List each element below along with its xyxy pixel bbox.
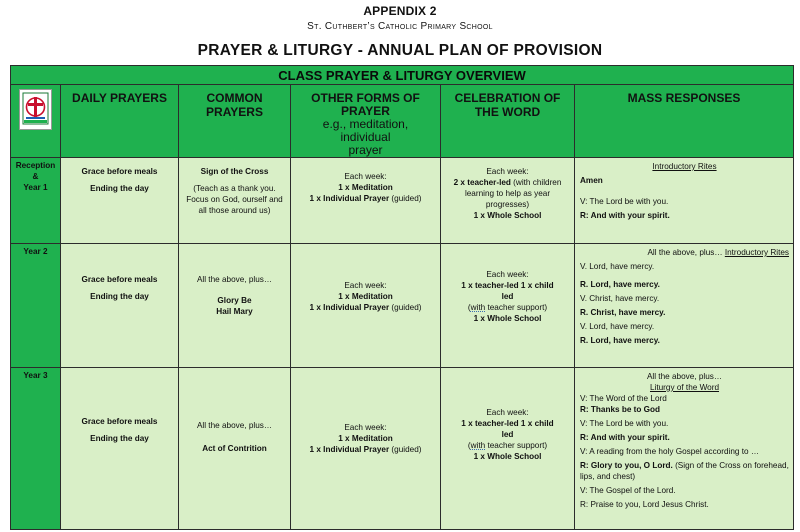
other-item: 1 x Meditation (338, 183, 393, 192)
other-head: Each week: (344, 172, 387, 181)
cross-crest-icon (21, 91, 50, 128)
cele-item: 1 x teacher-led 1 x child led (461, 419, 554, 439)
mass-line: V: The Word of the Lord (580, 394, 667, 403)
document-title: PRAYER & LITURGY - ANNUAL PLAN OF PROVISION (197, 42, 603, 59)
row-year3 (11, 368, 794, 530)
mass-line: V: The Gospel of the Lord. (580, 486, 676, 495)
common-note: (Teach as a thank you. Focus on God, ourself and all those around us) (186, 184, 283, 215)
mass-responses-cell (575, 244, 794, 368)
common-prayers-cell (179, 244, 291, 368)
mass-line: V. Christ, have mercy. (580, 294, 660, 303)
common-item: Sign of the Cross (200, 167, 269, 176)
other-item: 1 x Individual Prayer (guided) (309, 194, 422, 203)
col-other-forms-sub2: individual (340, 130, 391, 144)
mass-line: R. Lord, have mercy. (580, 280, 660, 289)
year-label: Year 2 (11, 244, 61, 368)
mass-line: R: Thanks be to God (580, 405, 661, 414)
cele-head: Each week: (486, 270, 529, 279)
school-logo (19, 89, 52, 130)
logo-cell (11, 85, 61, 158)
year-label (11, 158, 61, 244)
col-other-forms-sub1: e.g., meditation, (322, 117, 409, 131)
daily-prayers-cell (61, 158, 179, 244)
mass-line: R: Praise to you, Lord Jesus Christ. (580, 500, 709, 509)
cele-item: 1 x Whole School (473, 314, 542, 323)
daily-item: Grace before meals (81, 275, 158, 284)
common-item: Glory Be (217, 296, 252, 305)
mass-responses-cell (575, 158, 794, 244)
daily-item: Grace before meals (81, 167, 158, 176)
col-other-forms-sub3: prayer (348, 143, 383, 157)
daily-item: Ending the day (90, 292, 149, 301)
other-item: 1 x Meditation (338, 292, 393, 301)
mass-line: Amen (580, 176, 603, 185)
other-head: Each week: (344, 423, 387, 432)
cele-item: (with teacher support) (467, 303, 548, 312)
mass-intro-line: All the above, plus… Introductory Rites (647, 248, 789, 257)
col-common-prayers: COMMON PRAYERS (179, 85, 291, 158)
cele-item: (with teacher support) (467, 441, 548, 450)
other-item: 1 x Meditation (338, 434, 393, 443)
daily-item: Ending the day (90, 184, 149, 193)
other-item: 1 x Individual Prayer (guided) (309, 445, 422, 454)
mass-line: R: Glory to you, O Lord. (Sign of the Cross on forehead, lips, and chest) (580, 461, 789, 481)
cele-item: 1 x Whole School (473, 452, 542, 461)
common-item: Act of Contrition (202, 444, 267, 453)
cele-head: Each week: (486, 167, 529, 176)
row-reception-year1 (11, 158, 794, 244)
col-mass-responses: MASS RESPONSES (575, 85, 794, 158)
year-label: Year 3 (11, 368, 61, 530)
other-forms-cell (291, 244, 441, 368)
row-year2 (11, 244, 794, 368)
year-line: & (32, 172, 39, 181)
col-daily-prayers: DAILY PRAYERS (61, 85, 179, 158)
mass-responses-cell (575, 368, 794, 530)
daily-item: Ending the day (90, 434, 149, 443)
mass-line: R: And with your spirit. (580, 211, 670, 220)
other-forms-cell (291, 368, 441, 530)
school-name: St. Cuthbert’s Catholic Primary School (307, 21, 493, 32)
daily-item: Grace before meals (81, 417, 158, 426)
col-celebration: CELEBRATION OF THE WORD (441, 85, 575, 158)
overview-heading: CLASS PRAYER & LITURGY OVERVIEW (11, 66, 794, 85)
mass-line: V. Lord, have mercy. (580, 262, 655, 271)
common-prayers-cell (179, 158, 291, 244)
mass-line: R: And with your spirit. (580, 433, 670, 442)
col-other-forms (291, 85, 441, 158)
celebration-cell (441, 368, 575, 530)
mass-heading: Introductory Rites (652, 162, 717, 171)
other-item: 1 x Individual Prayer (guided) (309, 303, 422, 312)
other-head: Each week: (344, 281, 387, 290)
common-intro: All the above, plus… (196, 275, 273, 284)
mass-line: V: The Lord be with you. (580, 197, 669, 206)
year-line: Reception (15, 161, 56, 170)
common-prayers-cell (179, 368, 291, 530)
common-intro: All the above, plus… (196, 421, 273, 430)
mass-line: R. Lord, have mercy. (580, 336, 660, 345)
appendix-label: APPENDIX 2 (363, 4, 437, 18)
daily-prayers-cell (61, 244, 179, 368)
other-forms-cell (291, 158, 441, 244)
mass-line: V: A reading from the holy Gospel according to … (580, 447, 760, 456)
celebration-cell (441, 244, 575, 368)
provision-table (10, 65, 794, 530)
daily-prayers-cell (61, 368, 179, 530)
mass-line: V: The Lord be with you. (580, 419, 669, 428)
cele-item: 1 x teacher-led 1 x child led (461, 281, 554, 301)
mass-heading: Liturgy of the Word (649, 383, 720, 392)
celebration-cell (441, 158, 575, 244)
col-other-forms-title: OTHER FORMS OF PRAYER (311, 91, 420, 118)
cele-head: Each week: (486, 408, 529, 417)
mass-intro: All the above, plus… (646, 372, 723, 381)
mass-line: V. Lord, have mercy. (580, 322, 655, 331)
common-item: Hail Mary (216, 307, 253, 316)
year-line: Year 1 (23, 183, 48, 192)
cele-item: 1 x Whole School (473, 211, 542, 220)
mass-line: R. Christ, have mercy. (580, 308, 666, 317)
cele-item: 2 x teacher-led (with children learning to help as year progresses) (453, 178, 562, 209)
